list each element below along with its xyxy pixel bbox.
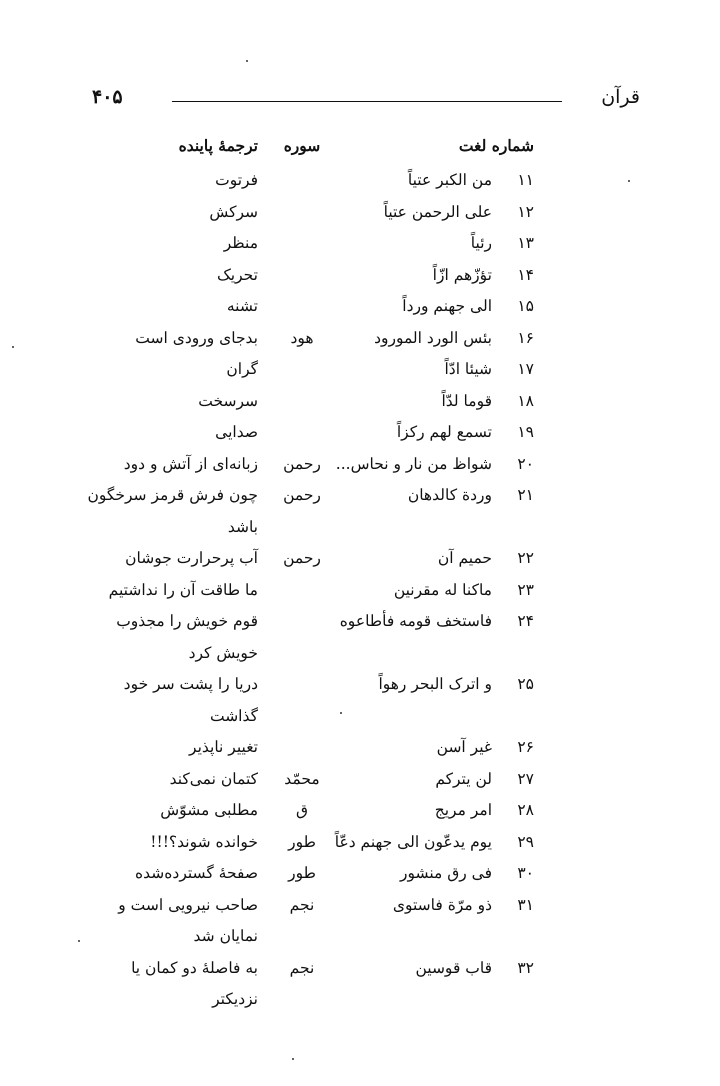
row-word: بئس الورد المورود [374,328,492,347]
print-speck [246,60,248,62]
row-word: فاستخف قومه فأطاعوه [339,612,492,630]
row-translation: فرتوت [215,171,258,189]
row-sura: نجم [289,958,315,977]
row-number: ۲۲ [517,549,534,567]
table-row [0,481,720,513]
column-header-number-word: شماره لغت [458,136,534,155]
row-translation: صاحب نیرویی است و [118,895,258,914]
row-word: شیئا ادّاً [444,360,492,378]
row-translation: ما طاقت آن را نداشتیم [108,580,258,599]
row-translation: تغییر ناپذیر [189,738,258,756]
row-translation: تحریک [216,265,258,284]
header-rule [172,101,562,102]
table-row [0,576,720,608]
table-row [0,292,720,324]
running-title: قرآن [601,86,640,108]
row-translation: زبانه‌ای از آتش و دود [123,454,258,473]
row-number: ۲۸ [517,801,534,819]
row-number: ۱۱ [517,171,534,189]
print-speck [340,712,342,714]
table-row [0,355,720,387]
print-speck [292,1058,294,1060]
row-translation: سرکش [209,202,258,221]
print-speck [78,940,80,942]
row-word: غیر آسن [436,738,492,756]
row-translation: بدجای ورودی است [135,328,258,347]
table-row-continuation [0,985,720,1017]
table-row [0,733,720,765]
row-translation: کتمان نمی‌کند [169,769,258,788]
row-number: ۳۲ [517,958,534,977]
row-word: شواظ من نار و نحاس... [335,454,492,473]
row-sura: رحمن [283,486,321,504]
glossary-table [0,132,720,1017]
print-speck [12,346,14,348]
row-translation: نمایان شد [193,927,258,945]
row-word: تؤزّهم ازّاً [432,265,492,284]
row-translation: خویش کرد [188,643,258,662]
row-number: ۲۵ [517,675,534,693]
column-header-translation: ترجمهٔ پاینده [178,136,258,155]
row-translation: گذاشت [209,706,258,725]
row-number: ۱۴ [517,265,534,284]
table-row [0,544,720,576]
row-number: ۱۷ [517,360,534,378]
row-translation: گران [226,360,258,378]
table-row [0,324,720,356]
row-sura: ق [295,801,309,819]
table-row-continuation [0,639,720,671]
row-number: ۱۳ [517,234,534,252]
row-number: ۲۰ [517,454,534,473]
table-row [0,418,720,450]
table-row [0,261,720,293]
table-row [0,166,720,198]
row-word: ذو مرّة فاستوی [392,895,492,914]
table-row [0,450,720,482]
page-header [92,86,640,116]
row-word: من الکبر عتیاً [407,171,492,189]
table-row [0,387,720,419]
table-row [0,229,720,261]
row-word: قوما لدّاً [441,391,492,410]
row-translation: خوانده شوند؟!!! [150,832,258,851]
row-word: و اترک البحر رهواً [378,675,492,693]
row-number: ۳۰ [517,864,534,882]
table-row-continuation [0,922,720,954]
table-row [0,607,720,639]
row-number: ۱۸ [517,391,534,410]
row-translation: صفحهٔ گسترده‌شده [135,864,258,882]
row-sura: طور [288,864,316,882]
table-row [0,859,720,891]
row-translation: تشنه [226,297,258,315]
row-translation: مطلبی مشوّش [160,801,258,819]
row-number: ۲۳ [517,580,534,599]
row-word: حمیم آن [437,549,492,567]
row-sura: محمّد [284,769,320,788]
row-sura: رحمن [283,549,321,567]
row-word: الی جهنم ورداً [402,297,492,315]
table-header-row [0,132,720,166]
row-translation: چون فرش قرمز سرخگون [87,486,258,504]
column-header-sura: سوره [283,136,321,155]
row-word: وردة کالدهان [407,486,492,504]
row-number: ۲۴ [517,612,534,630]
row-translation: سرسخت [198,391,258,410]
row-number: ۲۶ [517,738,534,756]
table-row-continuation [0,513,720,545]
row-sura: رحمن [283,454,321,473]
row-word: رئیاً [470,234,492,252]
row-translation: صدایی [215,423,258,441]
row-number: ۱۶ [517,328,534,347]
row-number: ۱۹ [517,423,534,441]
row-word: لن یترکم [435,769,492,788]
table-row-continuation [0,702,720,734]
table-row [0,954,720,986]
table-row [0,765,720,797]
row-number: ۱۵ [517,297,534,315]
row-word: ماکنا له مقرنین [393,580,492,599]
row-translation: منظر [223,234,258,252]
row-sura: هود [290,328,314,347]
row-word: امر مریج [434,801,492,819]
row-word: یوم یدعّون الی جهنم دعّاً [334,832,492,851]
row-translation: به فاصلهٔ دو کمان یا [131,958,258,977]
row-translation: نزدیکتر [212,990,258,1008]
row-number: ۲۹ [517,832,534,851]
row-sura: طور [288,832,316,851]
row-translation: دریا را پشت سر خود [123,675,258,693]
row-sura: نجم [289,895,315,914]
row-number: ۲۷ [517,769,534,788]
table-row [0,198,720,230]
row-word: فی رق منشور [400,864,492,882]
row-word: قاب قوسین [415,958,492,977]
row-word: علی الرحمن عتیاً [383,202,492,221]
row-number: ۳۱ [517,895,534,914]
table-row [0,891,720,923]
row-number: ۱۲ [517,202,534,221]
page-number: ۴۰۵ [92,86,123,108]
print-speck [628,180,630,182]
table-row [0,828,720,860]
row-translation: آب پرحرارت جوشان [125,549,258,567]
table-row [0,796,720,828]
row-word: تسمع لهم رکزاً [396,423,492,441]
row-number: ۲۱ [517,486,534,504]
row-translation: باشد [227,517,258,536]
row-translation: قوم خویش را مجذوب [116,612,258,630]
table-row [0,670,720,702]
